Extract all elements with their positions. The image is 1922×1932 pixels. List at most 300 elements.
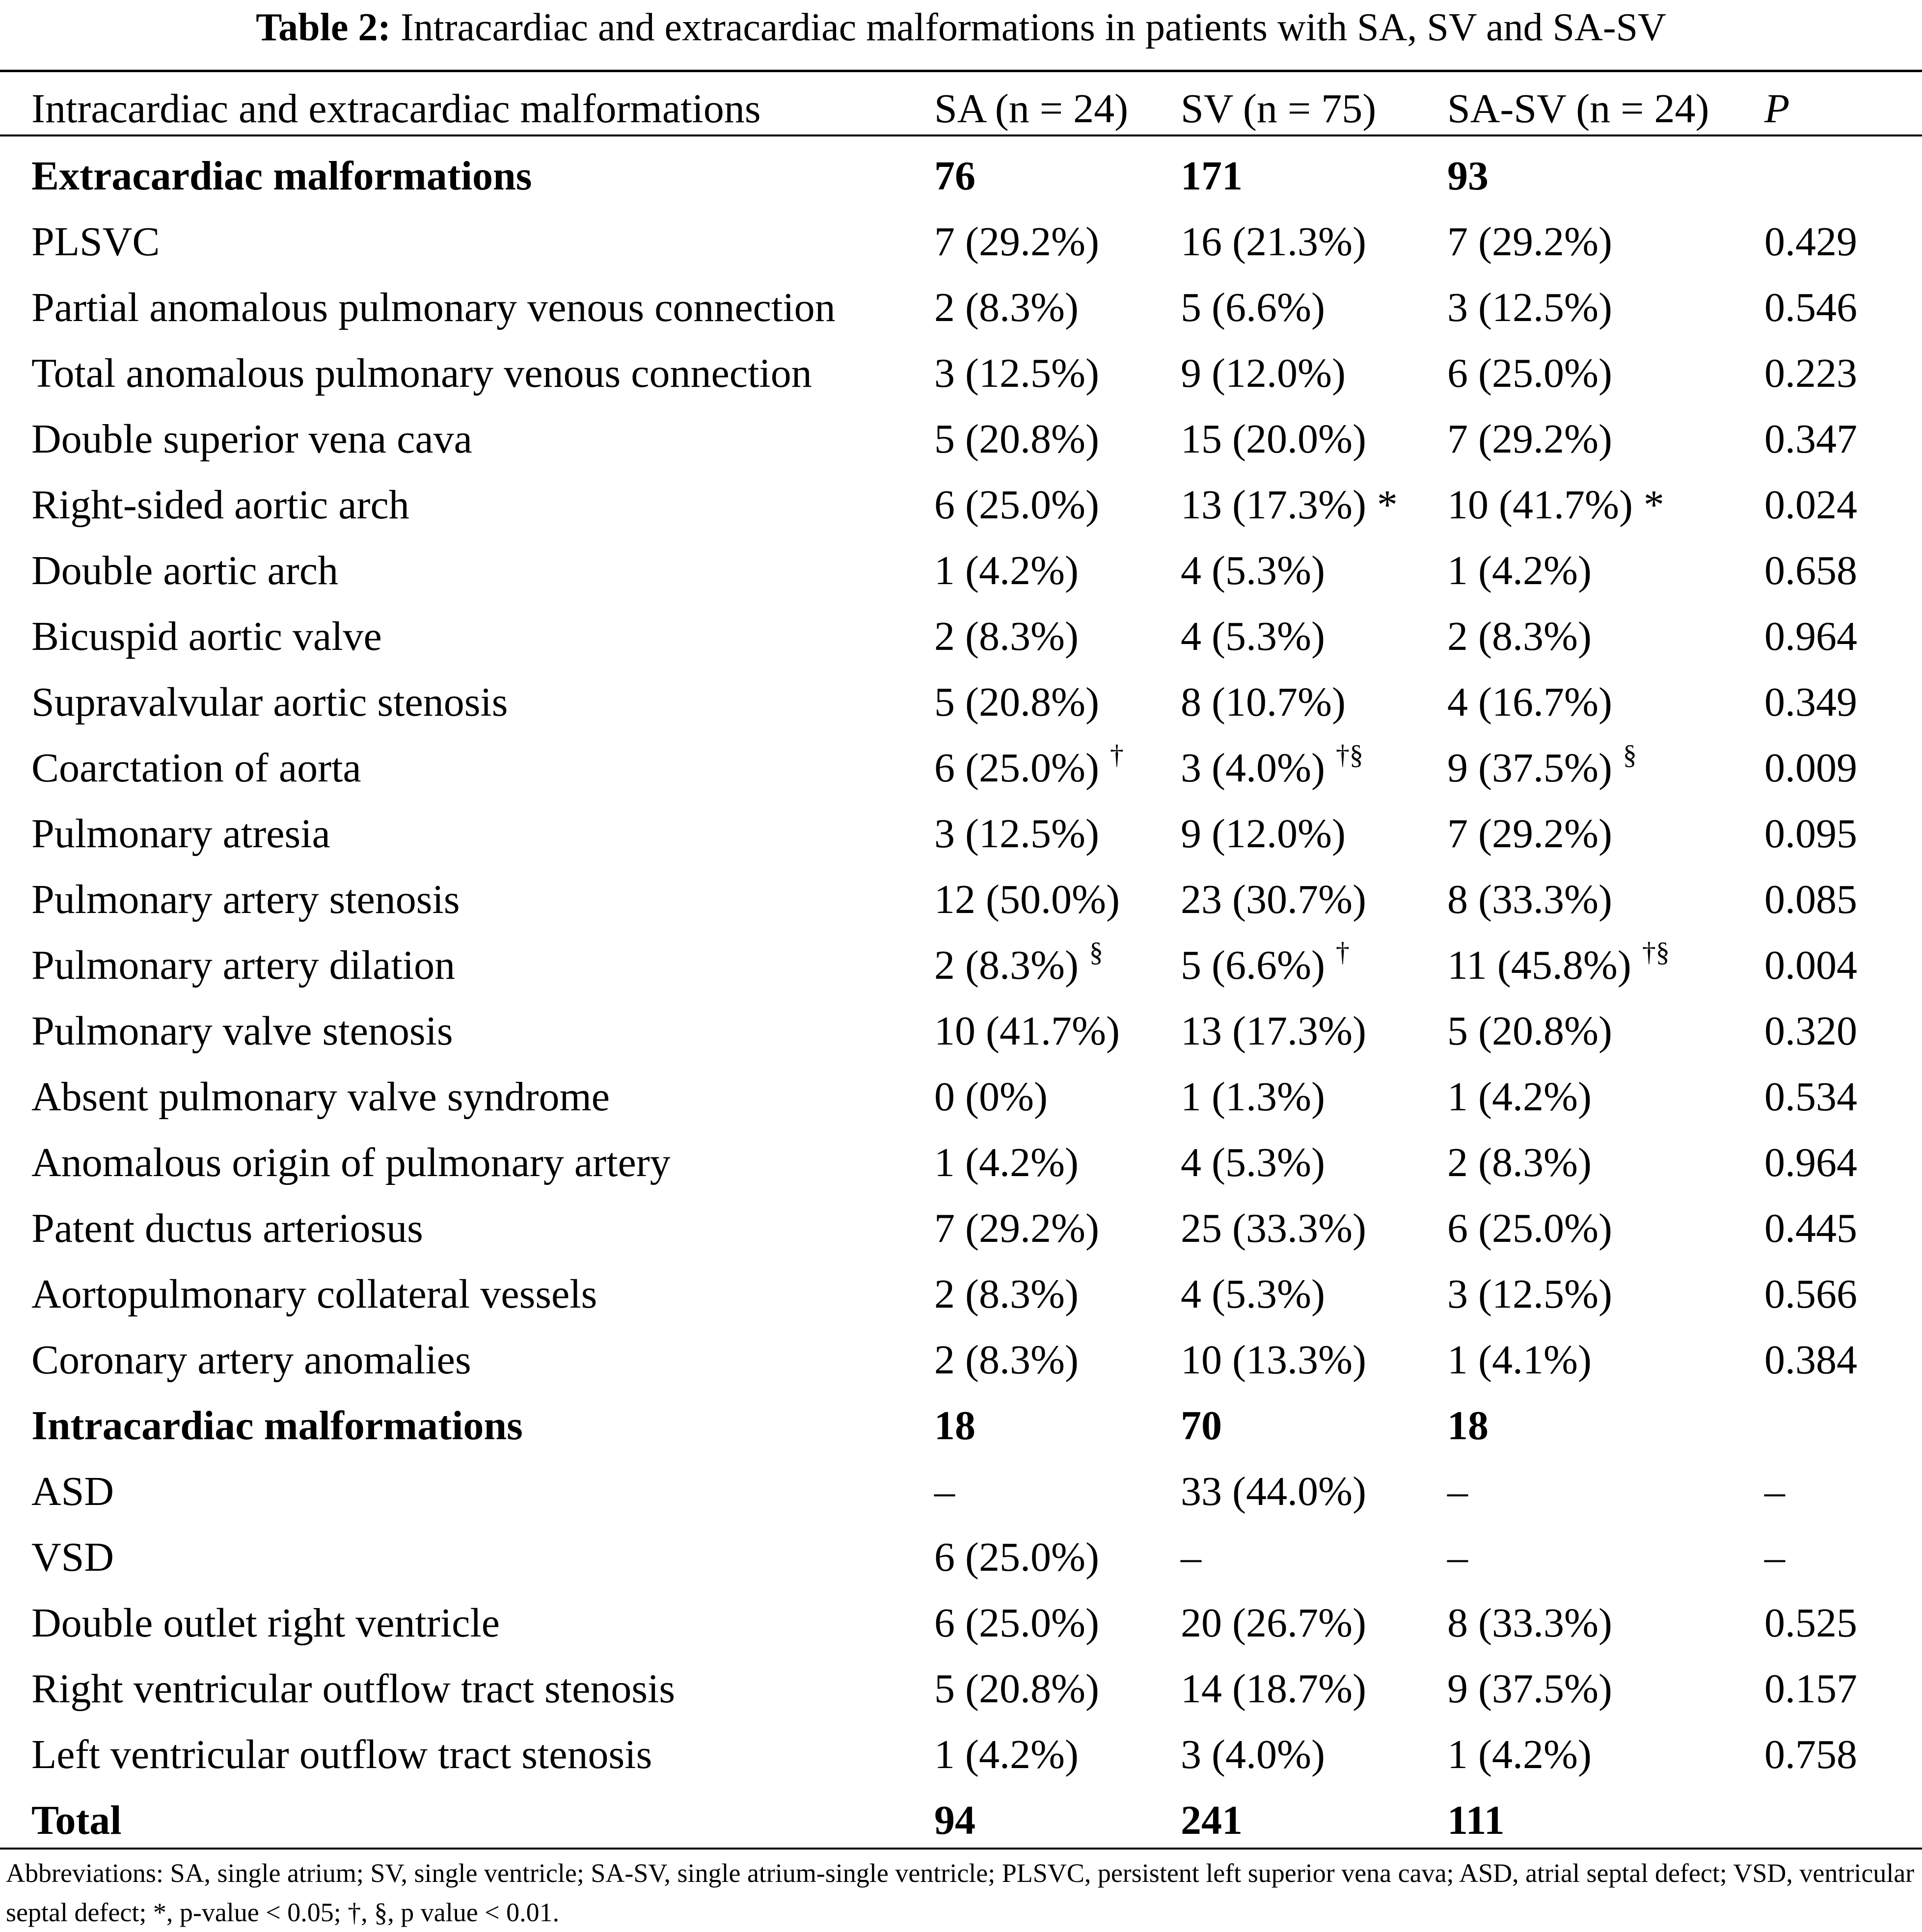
table-row [0,1656,1922,1722]
cell-text: 70 [1181,1403,1222,1449]
cell-text: Double outlet right ventricle [31,1600,500,1646]
cell-text: Supravalvular aortic stenosis [31,679,508,725]
sv-cell [1181,275,1325,341]
cell-text: 6 (25.0%) [1447,350,1612,396]
sa-sv-cell [1447,1788,1505,1853]
cell-text: 241 [1181,1798,1243,1843]
sa-sv-cell [1447,1130,1592,1196]
significance-mark: * [1643,482,1664,528]
cell-text: 0.384 [1764,1337,1857,1383]
sa-sv-cell [1447,1064,1592,1130]
malformation-cell [31,998,453,1064]
table-row [0,670,1922,735]
table-row [0,275,1922,341]
table-row [0,1130,1922,1196]
cell-text: 0 (0%) [934,1074,1048,1120]
p-value-cell [1764,1525,1785,1590]
table-row [0,1459,1922,1525]
p-value-cell [1764,933,1857,998]
sa-sv-cell [1447,341,1612,406]
cell-text: 5 (6.6%) [1181,942,1325,988]
sv-cell [1181,1656,1366,1722]
cell-text: Double superior vena cava [31,416,472,462]
sa-sv-cell [1447,1525,1468,1590]
p-value-cell [1764,1196,1857,1261]
malformation-cell [31,538,338,604]
header-sa: SA (n = 24) [934,86,1129,132]
cell-text: 2 (8.3%) [1447,1140,1592,1185]
sa-sv-cell [1447,406,1612,472]
malformation-cell [31,1196,423,1261]
sa-cell [934,801,1099,867]
cell-text: 0.347 [1764,416,1857,462]
cell-text: Pulmonary atresia [31,811,330,857]
cell-text: 7 (29.2%) [1447,219,1612,265]
p-value-cell [1764,1590,1857,1656]
sa-cell [934,1064,1048,1130]
sa-cell [934,143,975,209]
cell-text: 1 (4.2%) [1447,548,1592,593]
sa-sv-cell [1447,867,1612,933]
sa-sv-cell [1447,1459,1468,1525]
malformation-cell [31,1459,114,1525]
cell-text: 18 [934,1403,975,1449]
cell-text: Anomalous origin of pulmonary artery [31,1140,671,1185]
cell-text: – [1764,1534,1785,1580]
sa-cell [934,670,1099,735]
cell-text: ASD [31,1469,114,1514]
cell-text: 14 (18.7%) [1181,1666,1366,1712]
sa-cell [934,1590,1099,1656]
cell-text: 0.004 [1764,942,1857,988]
cell-text: 9 (37.5%) [1447,745,1612,791]
sa-cell [934,604,1079,670]
malformation-cell [31,1130,671,1196]
cell-text: 5 (6.6%) [1181,285,1325,330]
sa-sv-cell [1447,604,1592,670]
header-sa-sv: SA-SV (n = 24) [1447,86,1709,132]
sa-sv-cell [1447,933,1670,998]
cell-text: 3 (4.0%) [1181,1732,1325,1777]
table-title [0,4,1922,51]
sa-sv-cell [1447,472,1664,538]
malformation-cell [31,801,330,867]
table-row [0,1590,1922,1656]
table-row [0,209,1922,275]
cell-text: 2 (8.3%) [934,1271,1079,1317]
malformation-cell [31,604,382,670]
cell-text: VSD [31,1534,114,1580]
cell-text: Extracardiac malformations [31,153,532,199]
table-row [0,1722,1922,1788]
cell-text: 1 (4.2%) [1447,1074,1592,1120]
cell-text: 0.320 [1764,1008,1857,1054]
p-value-cell [1764,1722,1857,1788]
cell-text: 0.009 [1764,745,1857,791]
sv-cell [1181,1788,1243,1853]
cell-text: 2 (8.3%) [934,614,1079,659]
cell-text: 1 (4.2%) [934,548,1079,593]
sa-sv-cell [1447,1393,1489,1459]
cell-text: 0.566 [1764,1271,1857,1317]
malformation-cell [31,1722,652,1788]
sa-sv-cell [1447,735,1637,801]
table-row [0,735,1922,801]
significance-mark: § [1089,937,1103,967]
sa-cell [934,406,1099,472]
bottom-rule [0,1848,1922,1850]
table-row [0,998,1922,1064]
cell-text: 0.445 [1764,1206,1857,1251]
cell-text: Double aortic arch [31,548,339,593]
table-row [0,341,1922,406]
cell-text: Pulmonary artery stenosis [31,877,460,922]
cell-text: 0.024 [1764,482,1857,528]
cell-text: 4 (16.7%) [1447,679,1612,725]
sv-cell [1181,1327,1366,1393]
cell-text: 10 (13.3%) [1181,1337,1366,1383]
sv-cell [1181,538,1325,604]
table-row [0,1327,1922,1393]
cell-text: – [1447,1469,1468,1514]
cell-text: – [1181,1534,1201,1580]
cell-text: 0.157 [1764,1666,1857,1712]
cell-text: 0.534 [1764,1074,1857,1120]
top-rule [0,70,1922,72]
cell-text: 0.095 [1764,811,1857,857]
cell-text: 18 [1447,1403,1489,1449]
cell-text: 1 (4.2%) [1447,1732,1592,1777]
table-row [0,406,1922,472]
cell-text: Total anomalous pulmonary venous connection [31,350,812,396]
sa-cell [934,1459,955,1525]
cell-text: 93 [1447,153,1489,199]
cell-text: Coarctation of aorta [31,745,361,791]
p-value-cell [1764,1327,1857,1393]
sv-cell [1181,735,1363,801]
cell-text: 6 (25.0%) [1447,1206,1612,1251]
sa-sv-cell [1447,209,1612,275]
cell-text: 2 (8.3%) [934,1337,1079,1383]
cell-text: 3 (12.5%) [1447,285,1612,330]
malformation-cell [31,472,409,538]
sv-cell [1181,933,1350,998]
sv-cell [1181,1525,1201,1590]
malformation-cell [31,735,361,801]
significance-mark: † [1335,937,1350,967]
cell-text: 5 (20.8%) [934,1666,1099,1712]
malformation-cell [31,1525,114,1590]
table-label: Table 2: [256,6,391,49]
sv-cell [1181,998,1366,1064]
table-row [0,1261,1922,1327]
table-row [0,1525,1922,1590]
cell-text: 11 (45.8%) [1447,942,1631,988]
sa-sv-cell [1447,1656,1612,1722]
sa-cell [934,275,1079,341]
sv-cell [1181,1261,1325,1327]
cell-text: 12 (50.0%) [934,877,1120,922]
cell-text: 7 (29.2%) [1447,811,1612,857]
cell-text: 5 (20.8%) [1447,1008,1612,1054]
malformation-cell [31,341,812,406]
sa-sv-cell [1447,1327,1592,1393]
sa-sv-cell [1447,801,1612,867]
sa-cell [934,341,1099,406]
cell-text: 3 (12.5%) [934,811,1099,857]
p-value-cell [1764,801,1857,867]
p-value-cell [1764,1130,1857,1196]
cell-text: 13 (17.3%) [1181,482,1366,528]
cell-text: 9 (37.5%) [1447,1666,1612,1712]
cell-text: Bicuspid aortic valve [31,614,382,659]
sv-cell [1181,406,1366,472]
significance-mark: †§ [1642,937,1670,967]
sv-cell [1181,1196,1366,1261]
cell-text: – [1447,1534,1468,1580]
cell-text: Intracardiac malformations [31,1403,523,1449]
sa-cell [934,933,1103,998]
sa-sv-cell [1447,1261,1612,1327]
cell-text: 3 (4.0%) [1181,745,1325,791]
malformation-cell [31,670,508,735]
cell-text: 7 (29.2%) [1447,416,1612,462]
significance-mark: § [1623,740,1637,770]
sa-cell [934,1261,1079,1327]
p-value-cell [1764,998,1857,1064]
table-footnote: Abbreviations: SA, single atrium; SV, single ventricle; SA-SV, single atrium-single ventricle; PLSVC, persistent left superior vena cava; ASD, atrial septal defect; VSD, ventricular septal defect; *, p-value < 0.05; †, §, p value < 0.01. [6,1858,1915,1927]
p-value-cell [1764,604,1857,670]
sv-cell [1181,1590,1366,1656]
table-row [0,933,1922,998]
cell-text: 9 (12.0%) [1181,811,1346,857]
cell-text: 0.223 [1764,350,1857,396]
cell-text: 6 (25.0%) [934,745,1099,791]
cell-text: 3 (12.5%) [1447,1271,1612,1317]
cell-text: 23 (30.7%) [1181,877,1366,922]
p-value-cell [1764,735,1857,801]
sv-cell [1181,1130,1325,1196]
p-value-cell [1764,341,1857,406]
table-row [0,867,1922,933]
table-section-row [0,1393,1922,1459]
p-value-cell [1764,209,1857,275]
cell-text: Patent ductus arteriosus [31,1206,423,1251]
cell-text: 8 (33.3%) [1447,1600,1612,1646]
sa-sv-cell [1447,275,1612,341]
cell-text: 9 (12.0%) [1181,350,1346,396]
malformation-cell [31,1656,675,1722]
sa-cell [934,1196,1099,1261]
header-rule [0,134,1922,136]
significance-mark: † [1110,740,1124,770]
cell-text: Total [31,1798,122,1843]
malformation-cell [31,1788,122,1853]
sa-cell [934,1788,975,1853]
cell-text: 0.658 [1764,548,1857,593]
sv-cell [1181,801,1346,867]
cell-text: 8 (33.3%) [1447,877,1612,922]
cell-text: 0.085 [1764,877,1857,922]
malformation-cell [31,406,472,472]
table-row [0,801,1922,867]
cell-text: 94 [934,1798,975,1843]
cell-text: 3 (12.5%) [934,350,1099,396]
significance-mark: †§ [1335,740,1363,770]
cell-text: 111 [1447,1798,1505,1843]
cell-text: 2 (8.3%) [934,942,1079,988]
cell-text: 15 (20.0%) [1181,416,1366,462]
cell-text: 2 (8.3%) [1447,614,1592,659]
cell-text: 4 (5.3%) [1181,548,1325,593]
cell-text: – [1764,1469,1785,1514]
sa-sv-cell [1447,538,1592,604]
malformation-cell [31,1590,500,1656]
cell-text: 1 (4.2%) [934,1732,1079,1777]
header-sv: SV (n = 75) [1181,86,1377,132]
sa-cell [934,1327,1079,1393]
malformation-cell [31,1393,523,1459]
cell-text: 6 (25.0%) [934,1534,1099,1580]
header-p-value: P [1764,86,1790,132]
cell-text: 4 (5.3%) [1181,1271,1325,1317]
p-value-cell [1764,472,1857,538]
significance-mark: * [1377,482,1398,528]
cell-text: 16 (21.3%) [1181,219,1366,265]
header-malformation: Intracardiac and extracardiac malformations [31,86,761,132]
malformation-cell [31,1327,471,1393]
sa-cell [934,998,1120,1064]
cell-text: 0.525 [1764,1600,1857,1646]
sv-cell [1181,341,1346,406]
cell-text: Aortopulmonary collateral vessels [31,1271,597,1317]
sa-cell [934,867,1120,933]
cell-text: 7 (29.2%) [934,1206,1099,1251]
p-value-cell [1764,1459,1785,1525]
cell-text: 13 (17.3%) [1181,1008,1366,1054]
sa-cell [934,209,1099,275]
sa-cell [934,538,1079,604]
cell-text: 0.429 [1764,219,1857,265]
sa-cell [934,1722,1079,1788]
sa-sv-cell [1447,1722,1592,1788]
malformation-cell [31,275,836,341]
cell-text: 0.964 [1764,614,1857,659]
sv-cell [1181,604,1325,670]
table-row [0,1064,1922,1130]
cell-text: 10 (41.7%) [1447,482,1633,528]
cell-text: 8 (10.7%) [1181,679,1346,725]
p-value-cell [1764,406,1857,472]
sa-cell [934,472,1099,538]
cell-text: 10 (41.7%) [934,1008,1120,1054]
sa-sv-cell [1447,998,1612,1064]
cell-text: 0.349 [1764,679,1857,725]
cell-text: Left ventricular outflow tract stenosis [31,1732,652,1777]
cell-text: Pulmonary valve stenosis [31,1008,453,1054]
cell-text: 1 (1.3%) [1181,1074,1325,1120]
cell-text: 1 (4.1%) [1447,1337,1592,1383]
cell-text: 0.546 [1764,285,1857,330]
cell-text: 4 (5.3%) [1181,1140,1325,1185]
sa-sv-cell [1447,1590,1612,1656]
sv-cell [1181,1064,1325,1130]
cell-text: 4 (5.3%) [1181,614,1325,659]
cell-text: Right-sided aortic arch [31,482,409,528]
cell-text: 1 (4.2%) [934,1140,1079,1185]
table-section-row [0,143,1922,209]
cell-text: 7 (29.2%) [934,219,1099,265]
cell-text: Coronary artery anomalies [31,1337,471,1383]
p-value-cell [1764,670,1857,735]
sa-cell [934,1656,1099,1722]
cell-text: 5 (20.8%) [934,679,1099,725]
cell-text: 0.964 [1764,1140,1857,1185]
table-row [0,538,1922,604]
cell-text: 171 [1181,153,1243,199]
malformation-cell [31,867,460,933]
sa-sv-cell [1447,670,1612,735]
p-value-cell [1764,538,1857,604]
cell-text: PLSVC [31,219,160,265]
malformation-cell [31,1064,610,1130]
cell-text: 5 (20.8%) [934,416,1099,462]
cell-text: 6 (25.0%) [934,1600,1099,1646]
cell-text: 76 [934,153,975,199]
cell-text: 20 (26.7%) [1181,1600,1366,1646]
sv-cell [1181,209,1366,275]
sv-cell [1181,1722,1325,1788]
sa-cell [934,1525,1099,1590]
table-section-row [0,1788,1922,1853]
sv-cell [1181,1459,1366,1525]
cell-text: Absent pulmonary valve syndrome [31,1074,610,1120]
p-value-cell [1764,1064,1857,1130]
sa-cell [934,1393,975,1459]
p-value-cell [1764,275,1857,341]
table-row [0,472,1922,538]
p-value-cell [1764,1261,1857,1327]
cell-text: Right ventricular outflow tract stenosis [31,1666,676,1712]
malformation-cell [31,143,532,209]
malformation-cell [31,1261,597,1327]
sv-cell [1181,1393,1222,1459]
sa-sv-cell [1447,143,1489,209]
p-value-cell [1764,1656,1857,1722]
sa-cell [934,735,1124,801]
p-value-cell [1764,867,1857,933]
sv-cell [1181,867,1366,933]
cell-text: 33 (44.0%) [1181,1469,1366,1514]
cell-text: 2 (8.3%) [934,285,1079,330]
cell-text: Partial anomalous pulmonary venous connection [31,285,836,330]
cell-text: – [934,1469,955,1514]
table-row [0,604,1922,670]
cell-text: 0.758 [1764,1732,1857,1777]
table-row [0,1196,1922,1261]
sv-cell [1181,670,1346,735]
table-caption: Intracardiac and extracardiac malformations in patients with SA, SV and SA-SV [401,6,1666,49]
cell-text: 6 (25.0%) [934,482,1099,528]
malformation-cell [31,209,160,275]
sv-cell [1181,143,1243,209]
sv-cell [1181,472,1398,538]
sa-sv-cell [1447,1196,1612,1261]
cell-text: Pulmonary artery dilation [31,942,456,988]
cell-text: 25 (33.3%) [1181,1206,1366,1251]
sa-cell [934,1130,1079,1196]
malformation-cell [31,933,455,998]
